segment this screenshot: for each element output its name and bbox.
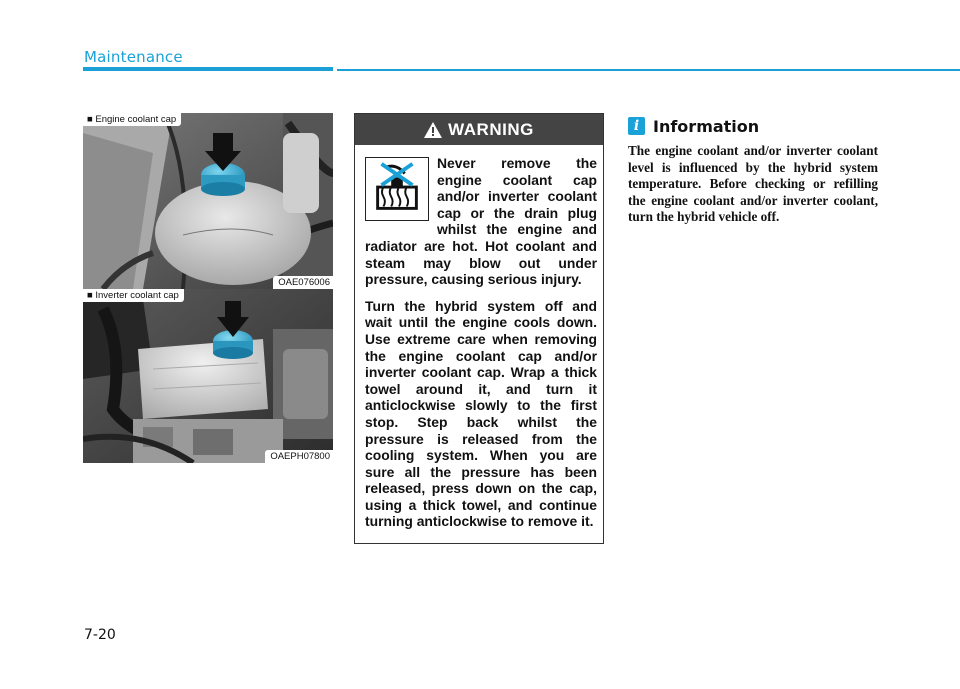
engine-coolant-figure [83, 113, 333, 289]
information-title: Information [653, 116, 760, 136]
warning-title: WARNING [448, 119, 534, 139]
warning-paragraph-2: Turn the hybrid system off and wait until the engine cools down. Use extreme care when removing the engine coolant cap and/or inverter coolant cap. Wrap a thick towel around it, and turn it anticlockwise slowly to the first stop. Step back whilst the pressure is released from the cooling system. When you are sure all the pressure has been released, press down on the cap, using a thick towel, and continue turning anticlockwise to remove it. [365, 297, 597, 530]
warning-paragraph-1: Never remove the engine coolant cap and/or inverter coolant cap or the drain plug whilst the engine and radiator are hot. Hot coolant and steam may blow out under pressure, causing serious injury. [365, 155, 597, 288]
header-rule-thick [83, 67, 333, 71]
information-text: The engine coolant and/or inverter coolant level is influenced by the hybrid system temperature. Before checking or refilling the engine coolant and/or inverter coolant, turn the hybrid vehicle off. [628, 143, 878, 225]
figure-code: OAE076006 [273, 276, 333, 289]
warning-header [355, 114, 603, 145]
information-heading [628, 113, 878, 139]
page-number: 7-20 [84, 627, 116, 643]
figure-caption: ■ Inverter coolant cap [83, 289, 184, 302]
figure-caption: ■ Engine coolant cap [83, 113, 181, 126]
figure-code: OAEPH07800 [265, 450, 333, 463]
hot-radiator-warning-icon [365, 157, 429, 221]
warning-triangle-icon [424, 122, 442, 138]
inverter-bay-photo [83, 289, 333, 463]
section-title: Maintenance [84, 48, 183, 66]
header-rule-thin [337, 69, 960, 71]
engine-bay-photo [83, 113, 333, 289]
information-section [628, 113, 878, 226]
info-icon: i [628, 117, 645, 135]
inverter-coolant-figure [83, 289, 333, 463]
warning-body [355, 145, 603, 530]
warning-box [354, 113, 604, 544]
